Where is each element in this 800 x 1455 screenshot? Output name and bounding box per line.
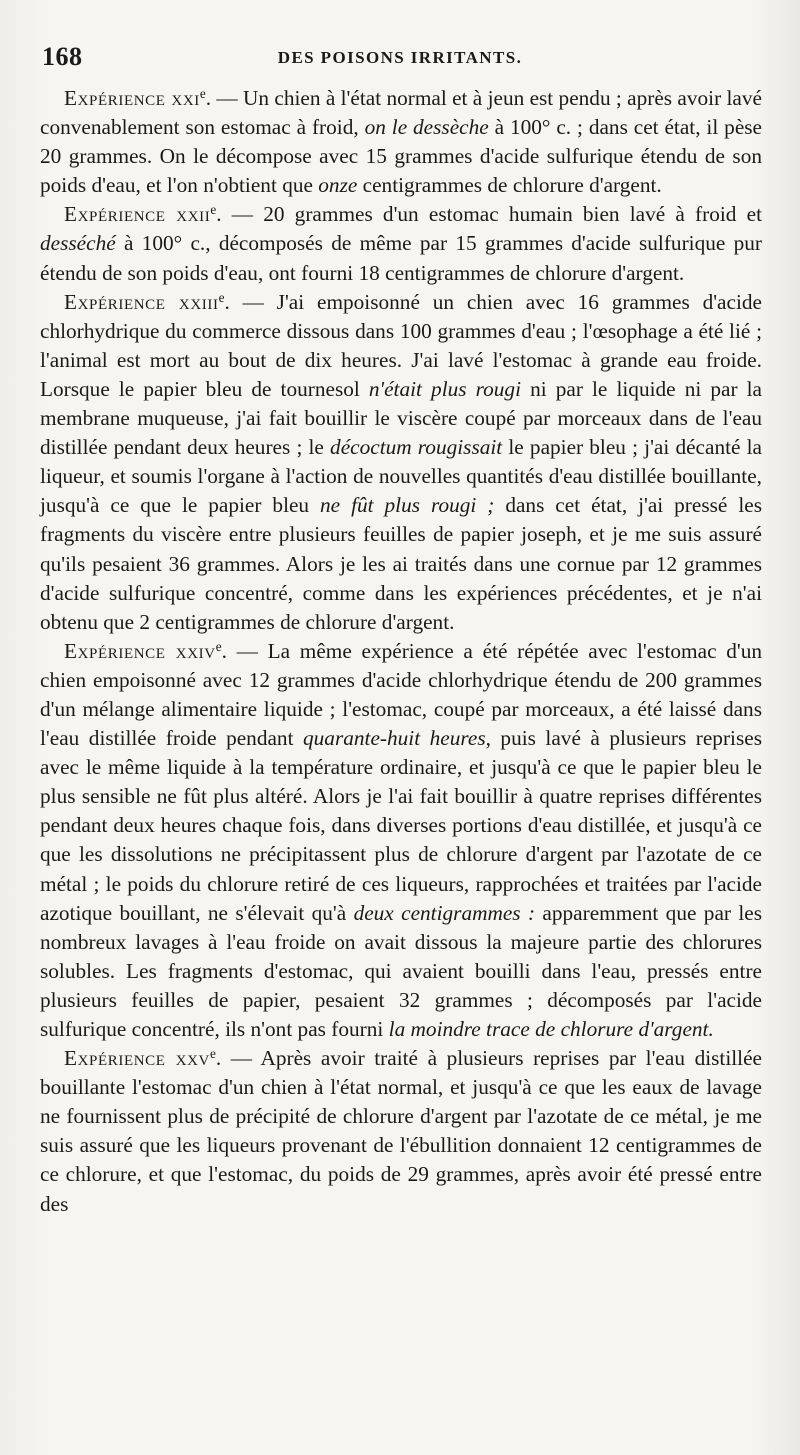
italic-text: onze — [318, 173, 358, 198]
experiment-label: Expérience xxii — [64, 202, 211, 227]
italic-text: décoctum rougissait — [330, 435, 503, 460]
body-text — [40, 84, 762, 1219]
ordinal-superscript: e — [218, 289, 225, 305]
text-run: . — 20 grammes d'un estomac humain bien lavé à froid et — [216, 202, 762, 227]
experiment-label: Expérience xxiv — [64, 638, 216, 663]
ordinal-superscript: e — [215, 638, 222, 654]
experiment-label: Expérience xxiii — [64, 289, 219, 314]
page-header — [42, 42, 758, 72]
experiment-paragraph — [40, 637, 762, 1044]
text-run: le papier bleu ; j'ai décanté la liqueur, et soumis l'organe à l'action de nouvelles quantités d'eau distillée bouillante, jusqu'à ce que le papier bleu — [40, 435, 763, 518]
italic-text: quarante-huit heures — [303, 726, 486, 751]
italic-text: on le dessèche — [364, 115, 489, 140]
italic-text: ne fût plus rougi ; — [320, 493, 495, 518]
text-run: à 100° c. ; dans cet état, il pèse 20 grammes. On le décompose avec 15 grammes d'acide sulfurique étendu de son poids d'eau, et l'on n'obtient que — [40, 115, 763, 198]
experiment-paragraph — [40, 84, 762, 200]
text-run: . — Après avoir traité à plusieurs reprises par l'eau distillée bouillante l'estomac d'un chien à l'état normal, et jusqu'à ce que les eaux de lavage ne fournissent plus de précipité de chlorure d'argent par l'azotate de ce métal, je me suis assuré que les liqueurs provenant de l'ébullition donnaient 12 centigrammes de ce chlorure, et que l'estomac, du poids de 29 grammes, après avoir été pressé entre des — [40, 1046, 762, 1216]
text-run: dans cet état, j'ai pressé les fragments du viscère entre plusieurs feuilles de papier joseph, et je me suis assuré qu'ils pesaient 36 grammes. Alors je les ai traités dans une cornue par 12 grammes d'acide sulfurique concentré, comme dans les expériences précédentes, et je n'ai obtenu que 2 centigrammes de chlorure d'argent. — [40, 493, 762, 634]
experiment-paragraph — [40, 1044, 762, 1219]
text-run: . — La même expérience a été répétée avec l'estomac d'un chien empoisonné avec 12 grammes d'acide chlorhydrique étendu de 200 grammes d'un mélange alimentaire liquide ; l'estomac, coupé par morceaux, a été laissé dans l'eau distillée froide pendant — [40, 638, 763, 751]
text-run: , puis lavé à plusieurs reprises avec le même liquide à la température ordinaire, et jusqu'à ce que le papier bleu le plus sensible ne fût plus altéré. Alors je l'ai fait bouillir à quatre reprises différentes pendant deux heures chaque fois, dans diverses portions d'eau distillée, et jusqu'à ce que les dissolutions ne précipitassent plus de chlorure d'argent par l'azotate de ce métal ; le poids du chlorure retiré de ces liqueurs, rapprochées et traitées par l'acide azotique bouillant, ne s'élevait qu'à — [40, 726, 762, 925]
text-run: ni par le liquide ni par la membrane muqueuse, j'ai fait bouillir le viscère coupé par morceaux dans de l'eau distillée pendant deux heures ; le — [40, 376, 762, 460]
experiment-paragraph — [40, 288, 762, 637]
text-run: centigrammes de chlorure d'argent. — [357, 173, 662, 198]
italic-text: deux centigrammes : — [353, 900, 536, 925]
ordinal-superscript: e — [199, 85, 206, 101]
text-run: . — J'ai empoisonné un chien avec 16 grammes d'acide chlorhydrique du commerce dissous dans 100 grammes d'eau ; l'œsophage a été lié ; l'animal est mort au bout de dix heures. J'ai lavé l'estomac à grande eau froide. Lorsque le papier bleu de tournesol — [40, 289, 762, 401]
page-number: 168 — [42, 42, 83, 71]
ordinal-superscript: e — [210, 1045, 216, 1061]
ordinal-superscript: e — [210, 202, 217, 218]
text-run: apparemment que par les nombreux lavages à l'eau froide on avait dissous la majeure partie des chlorures solubles. Les fragments d'estomac, qui avaient bouilli dans l'eau, pressés entre plusieurs feuilles de papier, pesaient 32 grammes ; décomposés par l'acide sulfurique concentré, ils n'ont pas fourni — [40, 900, 763, 1041]
italic-text: la moindre trace de chlorure d'argent. — [388, 1017, 714, 1041]
experiment-paragraph — [40, 200, 762, 287]
experiment-label: Expérience xxi — [64, 86, 200, 110]
running-head: DES POISONS IRRITANTS. — [277, 48, 523, 67]
italic-text: n'était plus rougi — [368, 376, 521, 401]
italic-text: desséché — [40, 231, 116, 256]
text-run: . — Un chien à l'état normal et à jeun est pendu ; après avoir lavé convenablement son estomac à froid, — [40, 86, 762, 140]
experiment-label: Expérience xxv — [64, 1046, 210, 1071]
text-run: à 100° c., décomposés de même par 15 grammes d'acide sulfurique pur étendu de son poids d'eau, ont fourni 18 centigrammes de chlorure d'argent. — [40, 231, 762, 285]
